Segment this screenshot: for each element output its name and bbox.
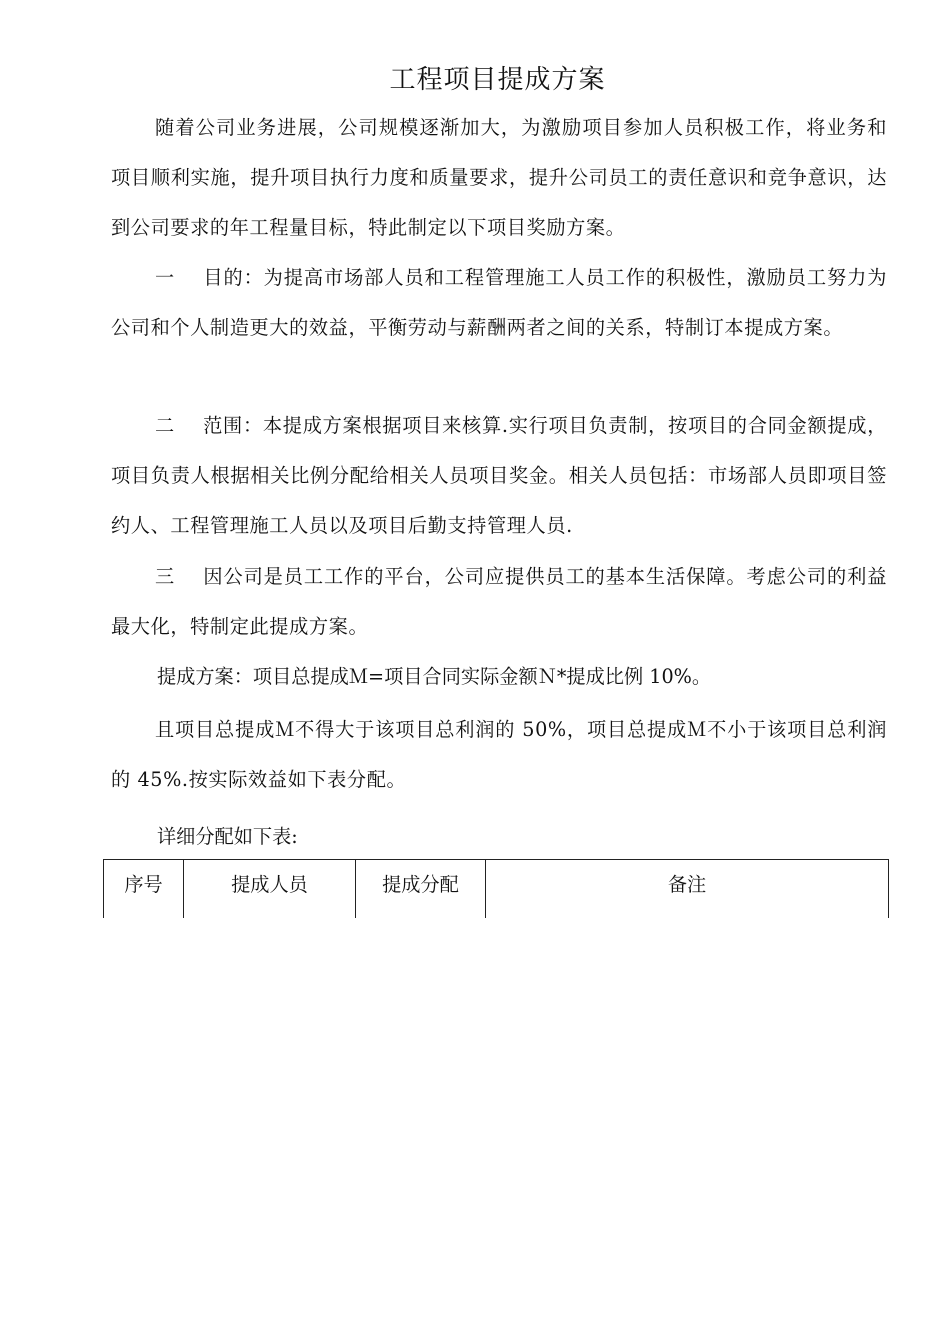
intro-paragraph: 随着公司业务进展，公司规模逐渐加大，为激励项目参加人员积极工作，将业务和项目顺利实施，提升项目执行力度和质量要求，提升公司员工的责任意识和竞争意识，达到公司要求的年工程量目标，特此制定以下项目奖励方案。	[111, 116, 887, 239]
header-allocation: 提成分配	[356, 860, 486, 919]
section-2-number: 二	[155, 414, 175, 437]
section-2-text: 范围：本提成方案根据项目来核算.实行项目负责制，按项目的合同金额提成，项目负责人根据相关比例分配给相关人员项目奖金。相关人员包括：市场部人员即项目签约人、工程管理施工人员以及项目后勤支持管理人员.	[111, 414, 887, 537]
section-1-text: 目的：为提高市场部人员和工程管理施工人员工作的积极性，激励员工努力为公司和个人制造更大的效益，平衡劳动与薪酬两者之间的关系，特制订本提成方案。	[111, 266, 887, 339]
allocation-table	[103, 859, 889, 918]
formula-line: 提成方案：项目总提成Ｍ=项目合同实际金额Ｎ*提成比例 10%。	[157, 665, 712, 688]
table-intro: 详细分配如下表:	[157, 825, 298, 848]
header-index: 序号	[104, 860, 184, 919]
table-header-row	[104, 860, 889, 919]
section-1-number: 一	[155, 266, 175, 289]
document-title: 工程项目提成方案	[389, 65, 606, 95]
section-2-paragraph	[111, 401, 887, 551]
section-1-paragraph	[111, 253, 887, 353]
header-remarks: 备注	[486, 860, 889, 919]
section-3-number: 三	[155, 565, 175, 588]
constraint-paragraph: 且项目总提成Ｍ不得大于该项目总利润的 50%，项目总提成Ｍ不小于该项目总利润的 45%.按实际效益如下表分配。	[111, 718, 887, 791]
header-personnel: 提成人员	[184, 860, 356, 919]
section-3-paragraph	[111, 552, 887, 652]
section-3-text: 因公司是员工工作的平台，公司应提供员工的基本生活保障。考虑公司的利益最大化，特制定此提成方案。	[111, 565, 887, 638]
